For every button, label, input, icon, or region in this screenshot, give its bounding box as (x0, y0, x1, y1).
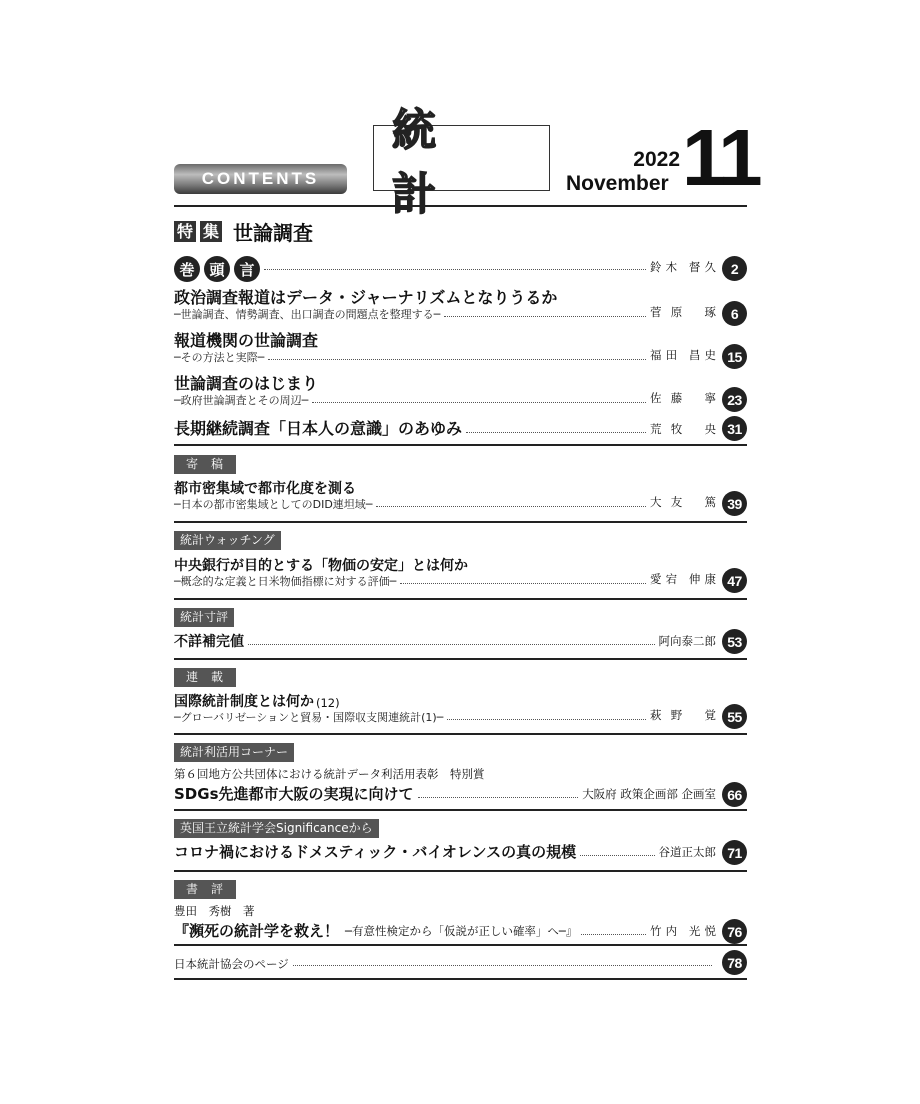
author: 菅原 琢 (650, 305, 716, 319)
page-badge: 76 (722, 919, 747, 944)
article-title: 世論調査のはじまり (174, 374, 319, 393)
article-subtitle: ─日本の都市密集域としてのDID連坦域─ (174, 498, 373, 511)
author: 阿向泰二郎 (658, 634, 716, 648)
author: 荒牧 央 (650, 422, 716, 436)
article-entry[interactable] (174, 329, 747, 365)
feature-tag-2: 集 (200, 221, 222, 242)
section-label-corner: 統計利活用コーナー (174, 743, 294, 762)
page-badge: 23 (722, 387, 747, 412)
kantougen-char: 言 (234, 256, 260, 282)
page-badge: 55 (722, 704, 747, 729)
journal-title-box (373, 105, 550, 220)
article-entry[interactable] (174, 553, 747, 589)
contents-label: CONTENTS (174, 164, 347, 194)
footer-rule (174, 978, 747, 980)
feature-tag-1: 特 (174, 221, 196, 242)
article-entry[interactable] (174, 901, 747, 941)
leader-dots (248, 644, 655, 645)
author: 愛宕 伸康 (650, 572, 716, 586)
section-label-rss: 英国王立統計学会Significanceから (174, 819, 379, 838)
author: 大友 篤 (650, 495, 716, 509)
section-label-sunpyo: 統計寸評 (174, 608, 234, 627)
page-badge: 39 (722, 491, 747, 516)
article-title: 長期継続調査「日本人の意識」のあゆみ (174, 419, 463, 438)
page-badge: 6 (722, 301, 747, 326)
page-badge: 78 (722, 950, 747, 975)
issue-number: 11 (682, 113, 759, 202)
header-rule (174, 205, 747, 207)
author: 鈴木 督久 (650, 260, 716, 274)
page-badge: 31 (722, 416, 747, 441)
leader-dots (293, 965, 712, 966)
page-badge: 71 (722, 840, 747, 865)
award-caption: 第６回地方公共団体における統計データ利活用表彰 特別賞 (174, 767, 485, 781)
section-rule (174, 598, 747, 600)
author: 竹内 光悦 (650, 924, 716, 938)
book-author-line: 豊田 秀樹 著 (174, 904, 255, 918)
article-entry[interactable] (174, 950, 747, 972)
article-title-number: (12) (316, 696, 340, 710)
article-subtitle: ─有意性検定から「仮説が正しい確率」へ─』 (345, 924, 578, 938)
section-rule (174, 870, 747, 872)
section-rule (174, 521, 747, 523)
page-badge: 47 (722, 568, 747, 593)
article-entry[interactable] (174, 372, 747, 408)
section-rule (174, 444, 747, 446)
author: 谷道正太郎 (658, 845, 716, 859)
article-entry[interactable] (174, 286, 747, 322)
leader-dots (444, 316, 646, 317)
section-rule (174, 733, 747, 735)
article-subtitle: ─政府世論調査とその周辺─ (174, 394, 309, 407)
issue-year: 2022 (633, 148, 680, 171)
leader-dots (400, 583, 646, 584)
page-badge: 66 (722, 782, 747, 807)
article-entry[interactable] (174, 476, 747, 512)
section-label-rensai: 連載 (174, 668, 236, 687)
article-title: 国際統計制度とは何か (174, 694, 314, 710)
article-title: コロナ禍におけるドメスティック・バイオレンスの真の規模 (174, 843, 577, 861)
page-badge: 15 (722, 344, 747, 369)
leader-dots (418, 797, 579, 798)
leader-dots (581, 934, 646, 935)
section-rule (174, 658, 747, 660)
article-entry[interactable] (174, 840, 747, 862)
section-label-kikou: 寄稿 (174, 455, 236, 474)
article-entry[interactable] (174, 417, 747, 439)
page-badge: 53 (722, 629, 747, 654)
section-rule (174, 809, 747, 811)
kantougen-badges (174, 256, 260, 282)
author: 佐藤 寧 (650, 391, 716, 405)
leader-dots (376, 506, 646, 507)
article-title: 『瀕死の統計学を救え！ (174, 922, 340, 940)
journal-title: 統 計 (392, 105, 454, 220)
article-title: 中央銀行が目的とする「物価の安定」とは何か (174, 558, 468, 574)
section-rule (174, 944, 747, 946)
kantougen-char: 頭 (204, 256, 230, 282)
leader-dots (312, 402, 646, 403)
feature-heading (174, 217, 313, 246)
author: 福田 昌史 (650, 348, 716, 362)
leader-dots (268, 359, 646, 360)
section-label-watching: 統計ウォッチング (174, 531, 281, 550)
article-title: 都市密集域で都市化度を測る (174, 481, 356, 497)
section-label-shohyo: 書評 (174, 880, 236, 899)
article-title: 報道機関の世論調査 (174, 331, 319, 350)
article-entry[interactable] (174, 689, 747, 725)
article-subtitle: ─その方法と実際─ (174, 351, 265, 364)
leader-dots (264, 269, 646, 270)
article-entry[interactable] (174, 764, 747, 804)
article-subtitle: ─世論調査、情勢調査、出口調査の問題点を整理する─ (174, 308, 441, 321)
article-entry[interactable] (174, 629, 747, 651)
author: 萩野 覚 (650, 708, 716, 722)
kantougen-entry[interactable] (174, 254, 747, 282)
article-title: 日本統計協会のページ (174, 957, 289, 971)
issue-month: November (566, 172, 669, 195)
page-badge: 2 (722, 256, 747, 281)
leader-dots (466, 432, 646, 433)
leader-dots (447, 719, 646, 720)
leader-dots (580, 855, 654, 856)
feature-title: 世論調査 (233, 221, 314, 245)
author: 大阪府 政策企画部 企画室 (582, 787, 716, 801)
kantougen-char: 巻 (174, 256, 200, 282)
article-title: SDGs先進都市大阪の実現に向けて (174, 785, 414, 803)
article-subtitle: ─概念的な定義と日米物価指標に対する評価─ (174, 575, 397, 588)
article-title: 政治調査報道はデータ・ジャーナリズムとなりうるか (174, 288, 558, 307)
article-subtitle: ─グローバリゼーションと貿易・国際収支関連統計(1)─ (174, 711, 444, 724)
article-title: 不詳補完値 (174, 634, 244, 650)
